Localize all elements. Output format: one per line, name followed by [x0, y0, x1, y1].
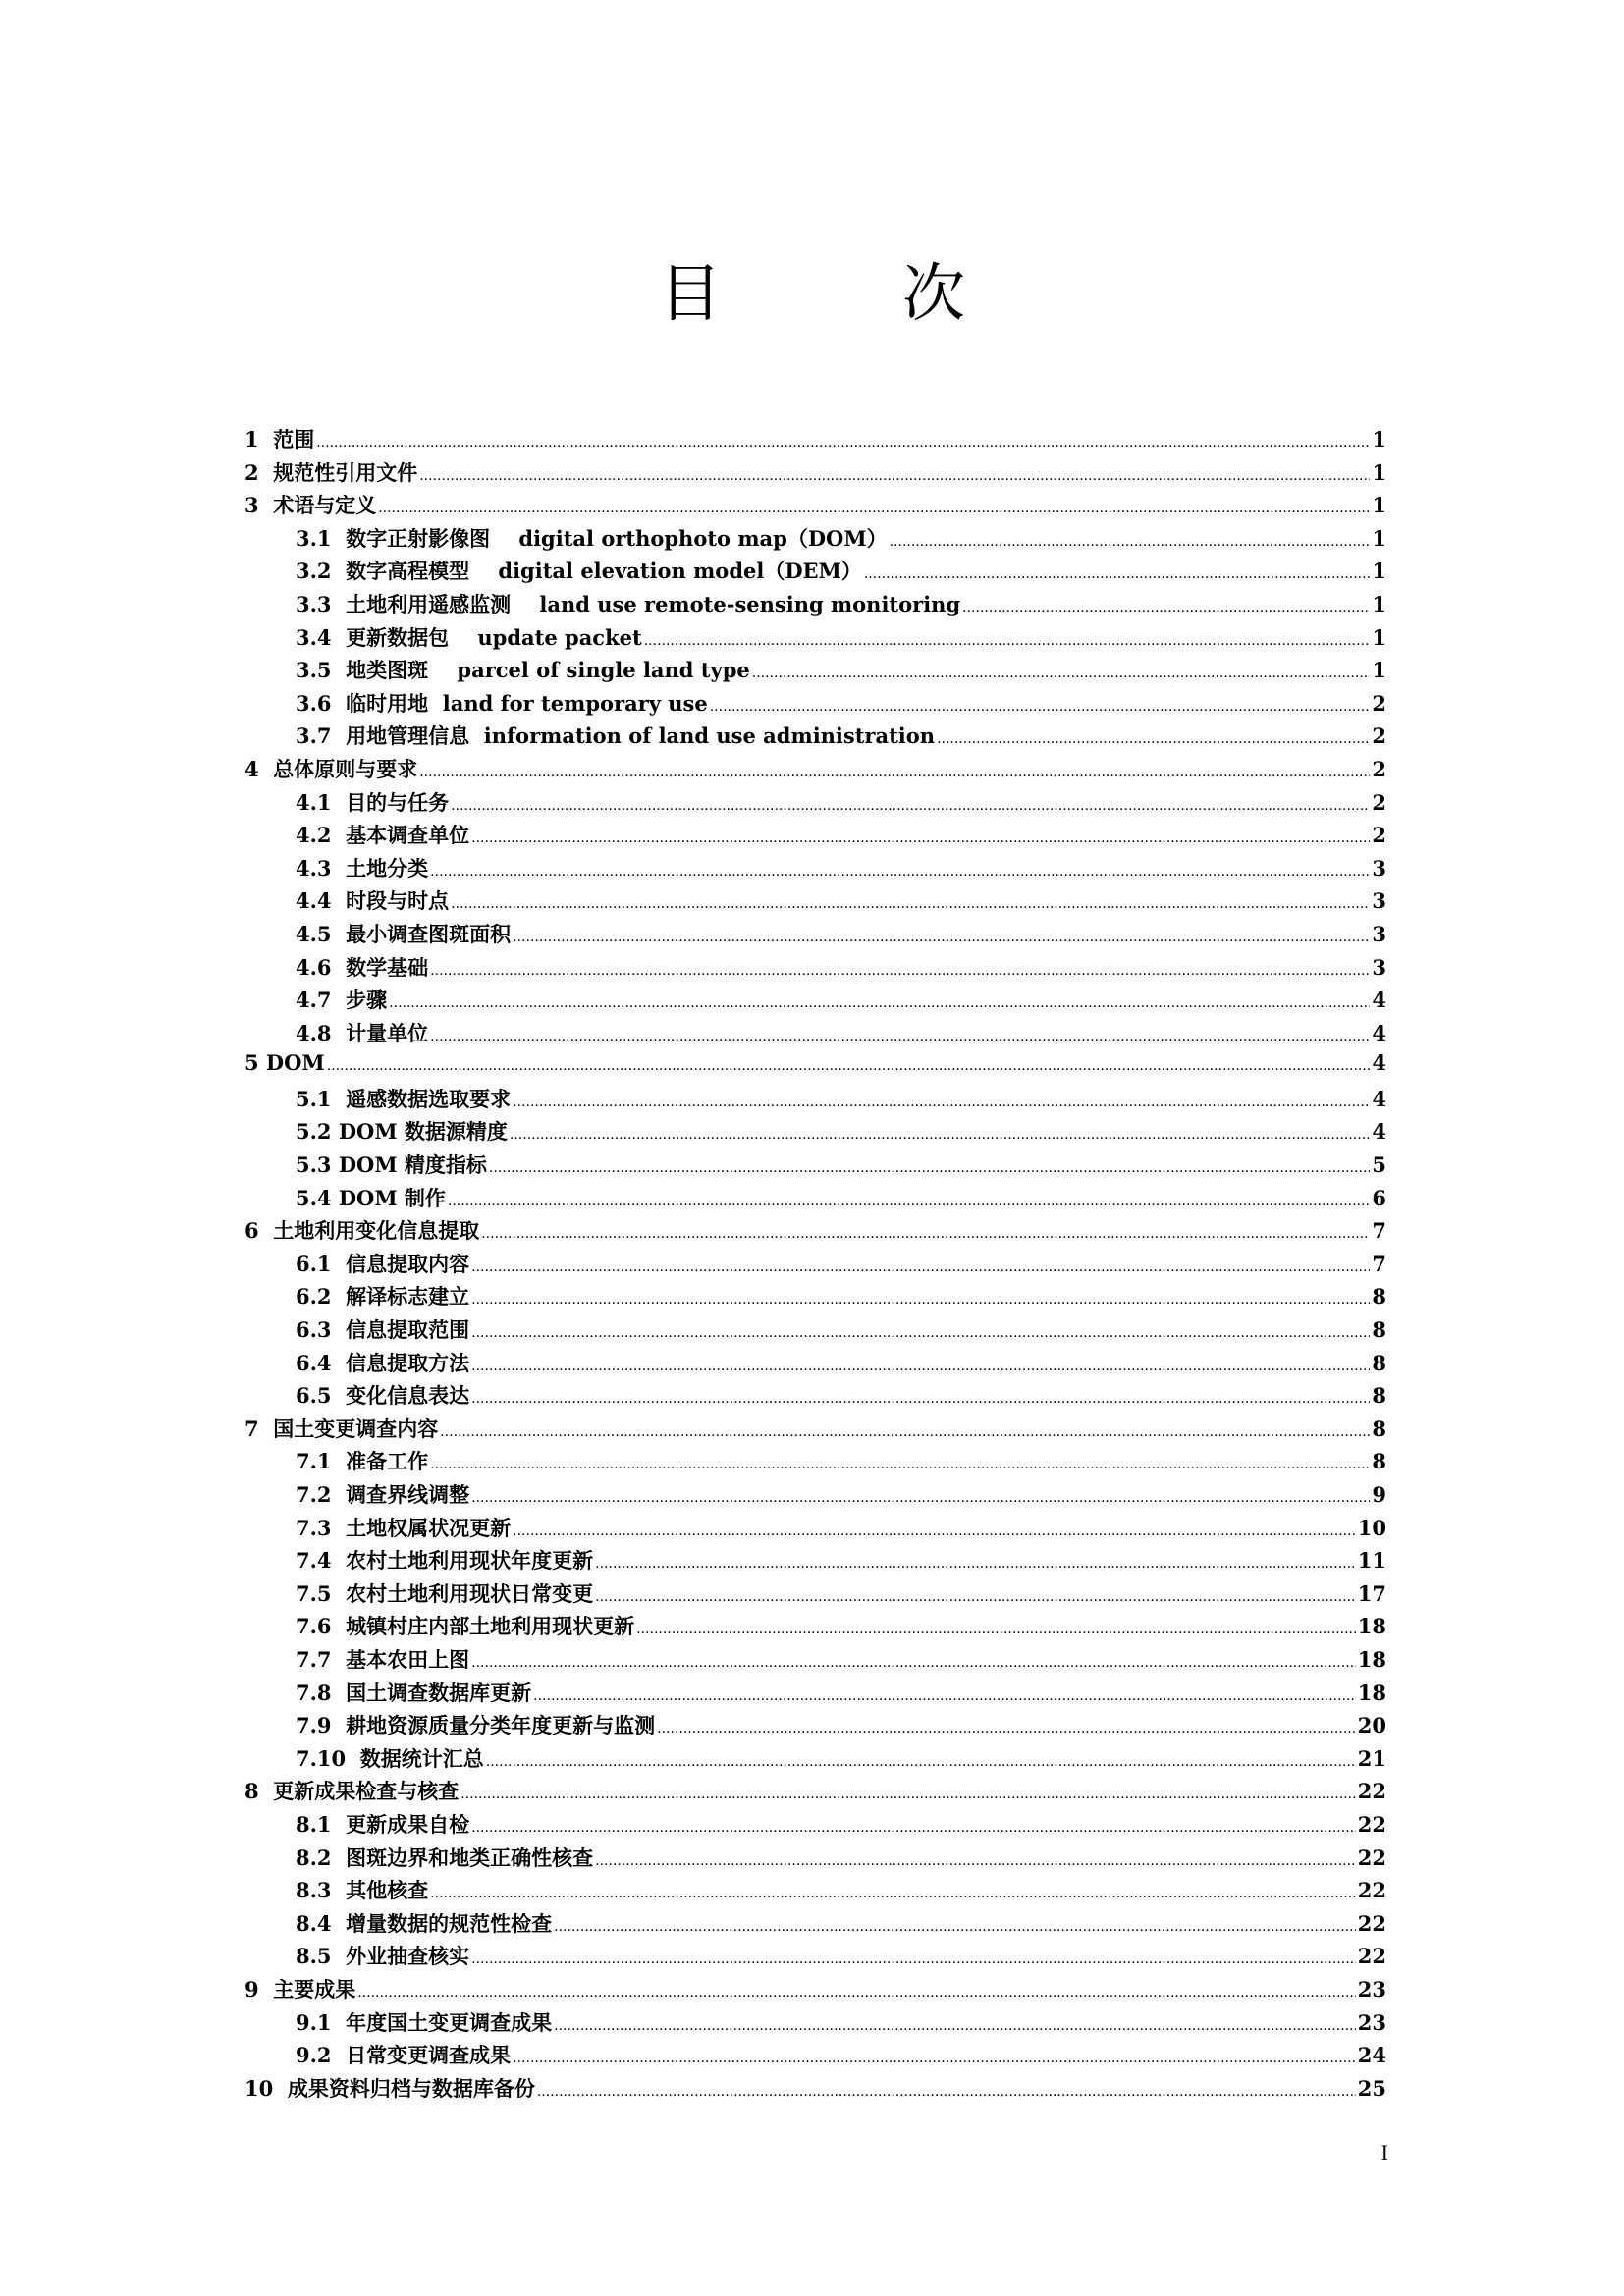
toc-entry-page: 5: [1372, 1152, 1386, 1178]
toc-entry[interactable]: [244, 919, 1386, 952]
toc-entry-label: 9 主要成果: [244, 1976, 356, 2002]
toc-entry-page: 1: [1372, 459, 1386, 485]
toc-dot-leader: [864, 560, 1371, 583]
toc-entry[interactable]: [244, 787, 1386, 821]
table-of-contents: [244, 424, 1386, 2106]
toc-entry-label: 7.7 基本农田上图: [296, 1646, 470, 1672]
toc-entry-page: 17: [1357, 1580, 1386, 1606]
toc-entry[interactable]: [244, 1809, 1386, 1842]
toc-entry[interactable]: [244, 721, 1386, 754]
toc-entry-label: 9.1 年度国土变更调查成果: [296, 2009, 553, 2035]
toc-dot-leader: [451, 889, 1370, 913]
toc-entry-page: 8: [1372, 1317, 1386, 1343]
toc-entry-label: 7.5 农村土地利用现状日常变更: [296, 1580, 594, 1606]
toc-entry-label: 6.5 变化信息表达: [296, 1383, 470, 1409]
toc-entry-label: 6.2 解译标志建立: [296, 1284, 470, 1309]
toc-entry[interactable]: [244, 952, 1386, 986]
toc-dot-leader: [513, 923, 1370, 946]
toc-entry-page: 10: [1357, 1515, 1386, 1540]
toc-entry-label: 4.2 基本调查单位: [296, 823, 470, 848]
toc-entry-page: 22: [1357, 1811, 1386, 1837]
toc-entry-page: 2: [1372, 723, 1386, 749]
toc-entry-page: 8: [1372, 1449, 1386, 1474]
toc-entry-page: 1: [1372, 658, 1386, 683]
toc-entry-page: 1: [1372, 559, 1386, 584]
toc-entry-label: 4.1 目的与任务: [296, 789, 450, 815]
toc-entry-page: 18: [1357, 1646, 1386, 1672]
toc-dot-leader: [533, 1682, 1356, 1705]
toc-dot-leader: [595, 1549, 1356, 1573]
toc-entry-page: 23: [1357, 1976, 1386, 2002]
toc-entry-page: 6: [1372, 1185, 1386, 1210]
toc-entry[interactable]: [244, 457, 1386, 491]
toc-entry-label: 7.10 数据统计汇总: [296, 1745, 484, 1771]
toc-dot-leader: [486, 1747, 1356, 1771]
toc-entry-page: 22: [1357, 1779, 1386, 1804]
toc-entry-page: 7: [1372, 1218, 1386, 1244]
toc-entry-page: 22: [1357, 1878, 1386, 1903]
toc-entry-page: 18: [1357, 1614, 1386, 1639]
toc-dot-leader: [644, 626, 1371, 650]
toc-dot-leader: [510, 1120, 1370, 1144]
toc-entry[interactable]: [244, 490, 1386, 523]
toc-entry-page: 2: [1372, 756, 1386, 781]
toc-entry-page: 3: [1372, 855, 1386, 881]
toc-entry[interactable]: [244, 1776, 1386, 1809]
toc-dot-leader: [554, 2011, 1356, 2035]
toc-entry[interactable]: [244, 655, 1386, 688]
toc-dot-leader: [471, 1945, 1356, 1968]
toc-dot-leader: [448, 1187, 1370, 1210]
toc-dot-leader: [430, 1450, 1370, 1473]
toc-entry-page: 7: [1372, 1251, 1386, 1276]
toc-entry-label: 4.5 最小调查图斑面积: [296, 921, 512, 946]
toc-dot-leader: [430, 1879, 1356, 1902]
toc-dot-leader: [471, 1318, 1370, 1342]
toc-entry[interactable]: [244, 1446, 1386, 1479]
toc-entry-label: 2 规范性引用文件: [244, 459, 418, 485]
toc-entry[interactable]: [244, 1545, 1386, 1578]
toc-entry[interactable]: [244, 1149, 1386, 1183]
toc-entry-label: 6 土地利用变化信息提取: [244, 1218, 480, 1244]
toc-entry-label: 4.8 计量单位: [296, 1020, 429, 1045]
toc-entry-page: 2: [1372, 690, 1386, 716]
toc-entry-label: 8 更新成果检查与核查: [244, 1779, 460, 1804]
toc-entry-label: 3.2 数字高程模型 digital elevation model（DEM）: [296, 559, 862, 584]
toc-entry-label: 4.4 时段与时点: [296, 888, 450, 914]
toc-entry-label: 3.6 临时用地 land for temporary use: [296, 690, 708, 716]
toc-entry[interactable]: [244, 1908, 1386, 1942]
toc-entry-label: 5.2 DOM 数据源精度: [296, 1119, 508, 1145]
toc-entry-page: 24: [1357, 2043, 1386, 2068]
toc-entry-label: 8.4 增量数据的规范性检查: [296, 1910, 553, 1936]
toc-entry-label: 7 国土变更调查内容: [244, 1415, 439, 1441]
toc-entry-label: 1 范围: [244, 427, 315, 452]
toc-entry-label: 10 成果资料归档与数据库备份: [244, 2075, 535, 2101]
toc-entry[interactable]: [244, 688, 1386, 721]
toc-entry[interactable]: [244, 1578, 1386, 1612]
toc-entry[interactable]: [244, 1875, 1386, 1908]
toc-entry-page: 11: [1357, 1548, 1386, 1574]
toc-dot-leader: [636, 1615, 1356, 1638]
toc-dot-leader: [316, 428, 1370, 452]
page-title: 目 次: [659, 258, 1024, 331]
toc-entry[interactable]: [244, 1348, 1386, 1381]
toc-entry-label: 6.4 信息提取方法: [296, 1350, 470, 1375]
toc-dot-leader: [595, 1582, 1356, 1606]
toc-entry-label: 5.1 遥感数据选取要求: [296, 1086, 512, 1111]
toc-entry[interactable]: [244, 556, 1386, 589]
toc-dot-leader: [890, 527, 1371, 551]
toc-entry-label: 4 总体原则与要求: [244, 756, 418, 781]
toc-dot-leader: [471, 1384, 1370, 1408]
toc-entry[interactable]: [244, 1281, 1386, 1314]
toc-entry-label: 3.3 土地利用遥感监测 land use remote-sensing monitoring: [296, 591, 961, 616]
toc-entry-label: 3.5 地类图斑 parcel of single land type: [296, 658, 750, 683]
toc-dot-leader: [430, 1022, 1370, 1045]
toc-entry-page: 23: [1357, 2009, 1386, 2035]
toc-entry-label: 7.6 城镇村庄内部土地利用现状更新: [296, 1614, 635, 1639]
toc-entry-page: 1: [1372, 427, 1386, 452]
toc-dot-leader: [537, 2077, 1356, 2101]
toc-entry[interactable]: [244, 1414, 1386, 1447]
toc-entry-label: 3 术语与定义: [244, 493, 377, 518]
toc-entry[interactable]: [244, 1941, 1386, 1974]
toc-entry[interactable]: [244, 622, 1386, 656]
toc-entry[interactable]: [244, 754, 1386, 787]
toc-entry-page: 1: [1372, 591, 1386, 616]
toc-entry[interactable]: [244, 523, 1386, 557]
toc-entry-page: 3: [1372, 888, 1386, 914]
toc-entry-page: 4: [1372, 1086, 1386, 1111]
toc-entry[interactable]: [244, 885, 1386, 919]
toc-entry[interactable]: [244, 1479, 1386, 1513]
toc-entry[interactable]: [244, 985, 1386, 1018]
toc-entry-page: 3: [1372, 921, 1386, 946]
toc-entry-label: 8.2 图斑边界和地类正确性核查: [296, 1844, 594, 1870]
toc-dot-leader: [378, 494, 1370, 517]
toc-dot-leader: [471, 1285, 1370, 1308]
toc-dot-leader: [419, 461, 1370, 485]
toc-dot-leader: [752, 659, 1371, 682]
toc-entry[interactable]: [244, 1314, 1386, 1348]
toc-dot-leader: [710, 692, 1371, 716]
toc-entry-label: 6.1 信息提取内容: [296, 1251, 470, 1276]
toc-entry-label: 8.5 外业抽查核实: [296, 1944, 470, 1969]
toc-entry[interactable]: [244, 424, 1386, 457]
toc-dot-leader: [471, 1253, 1370, 1276]
toc-entry[interactable]: [244, 1710, 1386, 1743]
toc-entry[interactable]: [244, 1513, 1386, 1546]
toc-dot-leader: [489, 1153, 1370, 1177]
toc-dot-leader: [389, 988, 1370, 1012]
toc-dot-leader: [451, 791, 1370, 815]
toc-dot-leader: [554, 1912, 1356, 1936]
toc-entry[interactable]: [244, 1644, 1386, 1678]
toc-dot-leader: [430, 956, 1370, 980]
toc-entry-page: 4: [1372, 988, 1386, 1013]
toc-dot-leader: [430, 857, 1370, 881]
toc-entry-label: 7.2 调查界线调整: [296, 1482, 470, 1507]
toc-entry[interactable]: [244, 1249, 1386, 1282]
toc-dot-leader: [657, 1714, 1356, 1737]
toc-entry[interactable]: [244, 1084, 1386, 1117]
toc-dot-leader: [513, 1517, 1356, 1540]
toc-entry-page: 22: [1357, 1844, 1386, 1870]
toc-entry-page: 22: [1357, 1944, 1386, 1969]
toc-dot-leader: [962, 593, 1370, 616]
toc-entry-page: 1: [1372, 624, 1386, 650]
toc-entry-label: 6.3 信息提取范围: [296, 1317, 470, 1343]
toc-entry[interactable]: [244, 1215, 1386, 1249]
toc-entry[interactable]: [244, 1842, 1386, 1876]
toc-dot-leader: [440, 1417, 1370, 1441]
toc-entry-page: 8: [1372, 1415, 1386, 1441]
page-number: I: [1380, 2140, 1388, 2164]
toc-entry-page: 1: [1372, 493, 1386, 518]
toc-dot-leader: [471, 1483, 1370, 1507]
toc-entry-label: 3.1 数字正射影像图 digital orthophoto map（DOM）: [296, 525, 888, 551]
toc-entry-label: 3.4 更新数据包 update packet: [296, 624, 642, 650]
toc-entry-label: 4.6 数学基础: [296, 954, 429, 980]
toc-entry-page: 4: [1372, 1020, 1386, 1045]
toc-entry[interactable]: [244, 2007, 1386, 2041]
toc-dot-leader: [513, 1088, 1370, 1111]
toc-entry-page: 9: [1372, 1482, 1386, 1507]
toc-entry-label: 7.9 耕地资源质量分类年度更新与监测: [296, 1713, 656, 1738]
toc-dot-leader: [471, 824, 1370, 847]
toc-entry[interactable]: [244, 1018, 1386, 1051]
toc-entry[interactable]: [244, 1116, 1386, 1149]
toc-entry-label: 8.3 其他核查: [296, 1878, 429, 1903]
toc-dot-leader: [513, 2044, 1356, 2067]
toc-entry-page: 21: [1357, 1745, 1386, 1771]
toc-dot-leader: [471, 1352, 1370, 1375]
toc-dot-leader: [460, 1780, 1356, 1803]
toc-entry-label: 5.3 DOM 精度指标: [296, 1152, 487, 1178]
toc-entry-page: 8: [1372, 1350, 1386, 1375]
toc-entry[interactable]: [244, 1611, 1386, 1644]
toc-entry-page: 22: [1357, 1910, 1386, 1936]
toc-entry-label: 5.4 DOM 制作: [296, 1185, 446, 1210]
toc-entry-label: 7.8 国土调查数据库更新: [296, 1680, 532, 1705]
toc-entry[interactable]: [244, 1380, 1386, 1414]
toc-entry-page: 4: [1372, 1050, 1386, 1076]
toc-entry-label: 9.2 日常变更调查成果: [296, 2043, 512, 2068]
toc-entry-page: 2: [1372, 789, 1386, 815]
toc-entry-label: 7.1 准备工作: [296, 1449, 429, 1474]
toc-entry-page: 8: [1372, 1284, 1386, 1309]
toc-entry-page: 1: [1372, 525, 1386, 551]
toc-entry[interactable]: [244, 1743, 1386, 1777]
toc-entry[interactable]: [244, 589, 1386, 622]
toc-entry[interactable]: [244, 1974, 1386, 2007]
toc-entry[interactable]: [244, 2073, 1386, 2107]
toc-dot-leader: [357, 1978, 1356, 2002]
toc-entry[interactable]: [244, 1183, 1386, 1216]
toc-dot-leader: [481, 1219, 1370, 1243]
toc-entry-page: 8: [1372, 1383, 1386, 1409]
toc-entry-label: 8.1 更新成果自检: [296, 1811, 470, 1837]
toc-entry[interactable]: [244, 853, 1386, 886]
toc-entry-page: 18: [1357, 1680, 1386, 1705]
toc-entry-label: 5 DOM: [244, 1050, 325, 1076]
toc-entry-page: 4: [1372, 1119, 1386, 1145]
toc-entry-page: 2: [1372, 823, 1386, 848]
toc-entry-label: 3.7 用地管理信息 information of land use administration: [296, 723, 936, 749]
toc-dot-leader: [471, 1813, 1356, 1837]
toc-entry-label: 4.7 步骤: [296, 988, 388, 1013]
toc-dot-leader: [419, 758, 1370, 781]
toc-entry-page: 20: [1357, 1713, 1386, 1738]
toc-entry[interactable]: [244, 1678, 1386, 1711]
toc-dot-leader: [937, 724, 1370, 748]
toc-entry-label: 7.3 土地权属状况更新: [296, 1515, 512, 1540]
toc-entry-label: 7.4 农村土地利用现状年度更新: [296, 1548, 594, 1574]
toc-entry-page: 3: [1372, 954, 1386, 980]
toc-entry-label: 4.3 土地分类: [296, 855, 429, 881]
toc-dot-leader: [327, 1051, 1371, 1075]
toc-entry[interactable]: [244, 820, 1386, 853]
toc-entry[interactable]: [244, 1050, 1386, 1084]
toc-dot-leader: [595, 1846, 1356, 1870]
toc-entry[interactable]: [244, 2040, 1386, 2073]
toc-dot-leader: [471, 1648, 1356, 1672]
toc-entry-page: 25: [1357, 2075, 1386, 2101]
